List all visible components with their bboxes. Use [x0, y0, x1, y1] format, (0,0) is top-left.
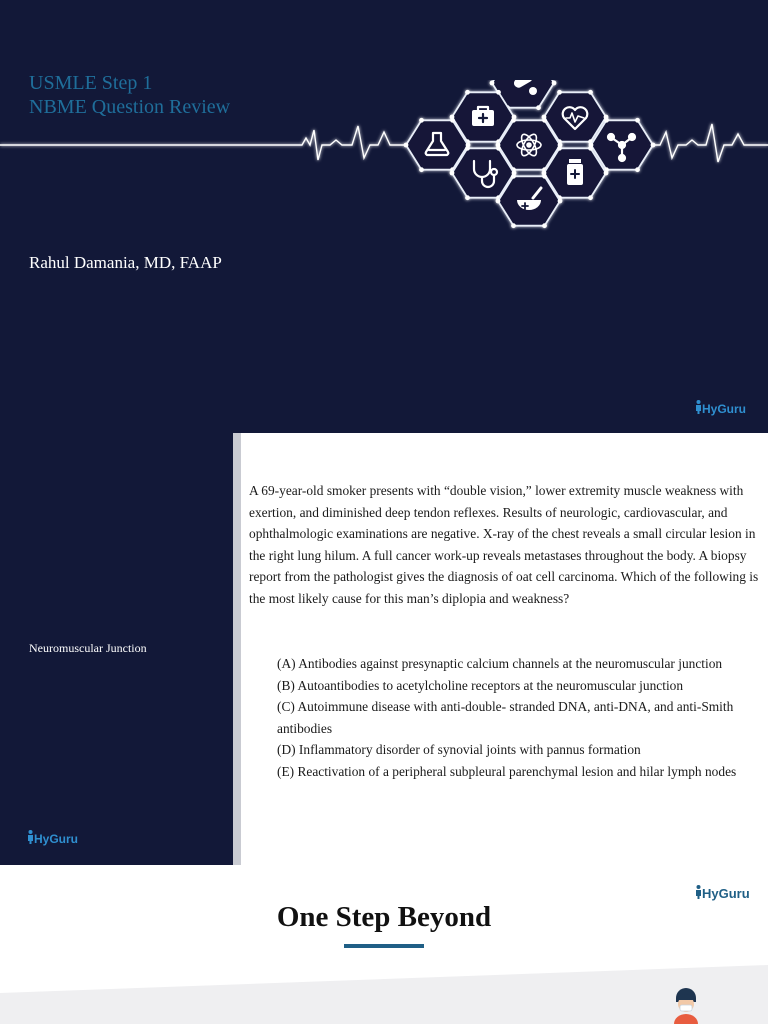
- question-slide-divider: [233, 433, 241, 865]
- logo-text: HyGuru: [702, 401, 747, 416]
- title-line-2: NBME Question Review: [29, 96, 231, 118]
- hexagon-node: [558, 199, 563, 204]
- answer-choice-a: (A) Antibodies against presynaptic calcium channels at the neuromuscular junction: [277, 656, 723, 671]
- hexagon-node: [496, 90, 501, 95]
- author-name: Rahul Damania, MD, FAAP: [29, 253, 222, 272]
- hexagon-node: [651, 143, 656, 148]
- one-step-beyond-slide: [0, 865, 768, 1024]
- hyguru-logo-slide2: [27, 830, 78, 847]
- slide-heading: One Step Beyond: [276, 901, 492, 933]
- hexagon-node: [496, 199, 501, 204]
- hexagon-node: [542, 174, 547, 179]
- hexagon-node: [557, 90, 562, 95]
- hexagon-node: [496, 146, 501, 151]
- hexagon-node: [588, 90, 593, 95]
- question-stem: A 69-year-old smoker presents with “double vision,” lower extremity muscle weakness with exertion, and diminished deep tendon reflexes. Results of neurologic, cardiovascular, and ophthalmologic examinations are negative. X-ray of the chest reveals a small circular lesion in the right lung hilum. A full cancer work-up reveals metastases throughout the body. A biopsy report from the pathologist gives the diagnosis of oat cell carcinoma. Which of the following is the most likely cause for this man’s diplopia and weakness?: [249, 483, 759, 606]
- hexagon-node: [542, 223, 547, 228]
- topic-label: Neuromuscular Junction: [29, 641, 147, 655]
- hyguru-logo-slide3: [695, 885, 750, 902]
- hexagon-node: [419, 167, 424, 172]
- answer-choice-c: (C) Autoimmune disease with anti-double- stranded DNA, anti-DNA, and anti-Smith antibodies: [277, 699, 734, 736]
- hexagon-node: [552, 81, 557, 86]
- hexagon-node: [511, 223, 516, 228]
- hexagon-node: [465, 195, 470, 200]
- hexagon-node: [511, 118, 516, 123]
- hexagon-node: [490, 81, 495, 86]
- hexagon-node: [465, 146, 470, 151]
- hyguru-logo: [695, 400, 746, 417]
- title-line-1: USMLE Step 1: [29, 72, 153, 94]
- person-logo-icon: [27, 830, 34, 847]
- hexagon-node: [450, 118, 455, 123]
- answer-choice-d: (D) Inflammatory disorder of synovial joints with pannus formation: [277, 742, 641, 758]
- answer-choice-b: (B) Autoantibodies to acetylcholine receptors at the neuromuscular junction: [277, 677, 684, 693]
- title-slide: [0, 0, 768, 433]
- hexagon-node: [511, 174, 516, 179]
- answer-choices: [277, 653, 765, 783]
- heading-underline: [344, 944, 424, 948]
- ekg-hexagon-graphic: [0, 80, 768, 240]
- background-band: [0, 965, 768, 1024]
- person-logo-icon: [695, 885, 702, 902]
- hexagon-node: [450, 171, 455, 176]
- hexagon-node: [588, 146, 593, 151]
- hexagon-node: [604, 118, 609, 123]
- hexagon-node: [635, 167, 640, 172]
- hexagon-node: [465, 90, 470, 95]
- logo-text: HyGuru: [702, 886, 750, 901]
- hexagon-node: [419, 118, 424, 123]
- hexagon-node: [588, 195, 593, 200]
- ekg-line-left: [0, 126, 405, 160]
- hexagon-node: [536, 105, 541, 110]
- hexagon-node: [604, 171, 609, 176]
- hexagon-node: [404, 143, 409, 148]
- hexagon-node: [635, 118, 640, 123]
- medicine-bottle-icon: [567, 159, 583, 185]
- ekg-line-right: [650, 124, 768, 162]
- logo-text: HyGuru: [34, 831, 79, 846]
- doctor-avatar-icon: [668, 986, 704, 1024]
- person-logo-icon: [695, 400, 702, 417]
- hexagon-node: [557, 146, 562, 151]
- answer-choice-e: (E) Reactivation of a peripheral subpleural parenchymal lesion and hilar lymph nodes: [277, 763, 737, 779]
- hexagon-node: [542, 118, 547, 123]
